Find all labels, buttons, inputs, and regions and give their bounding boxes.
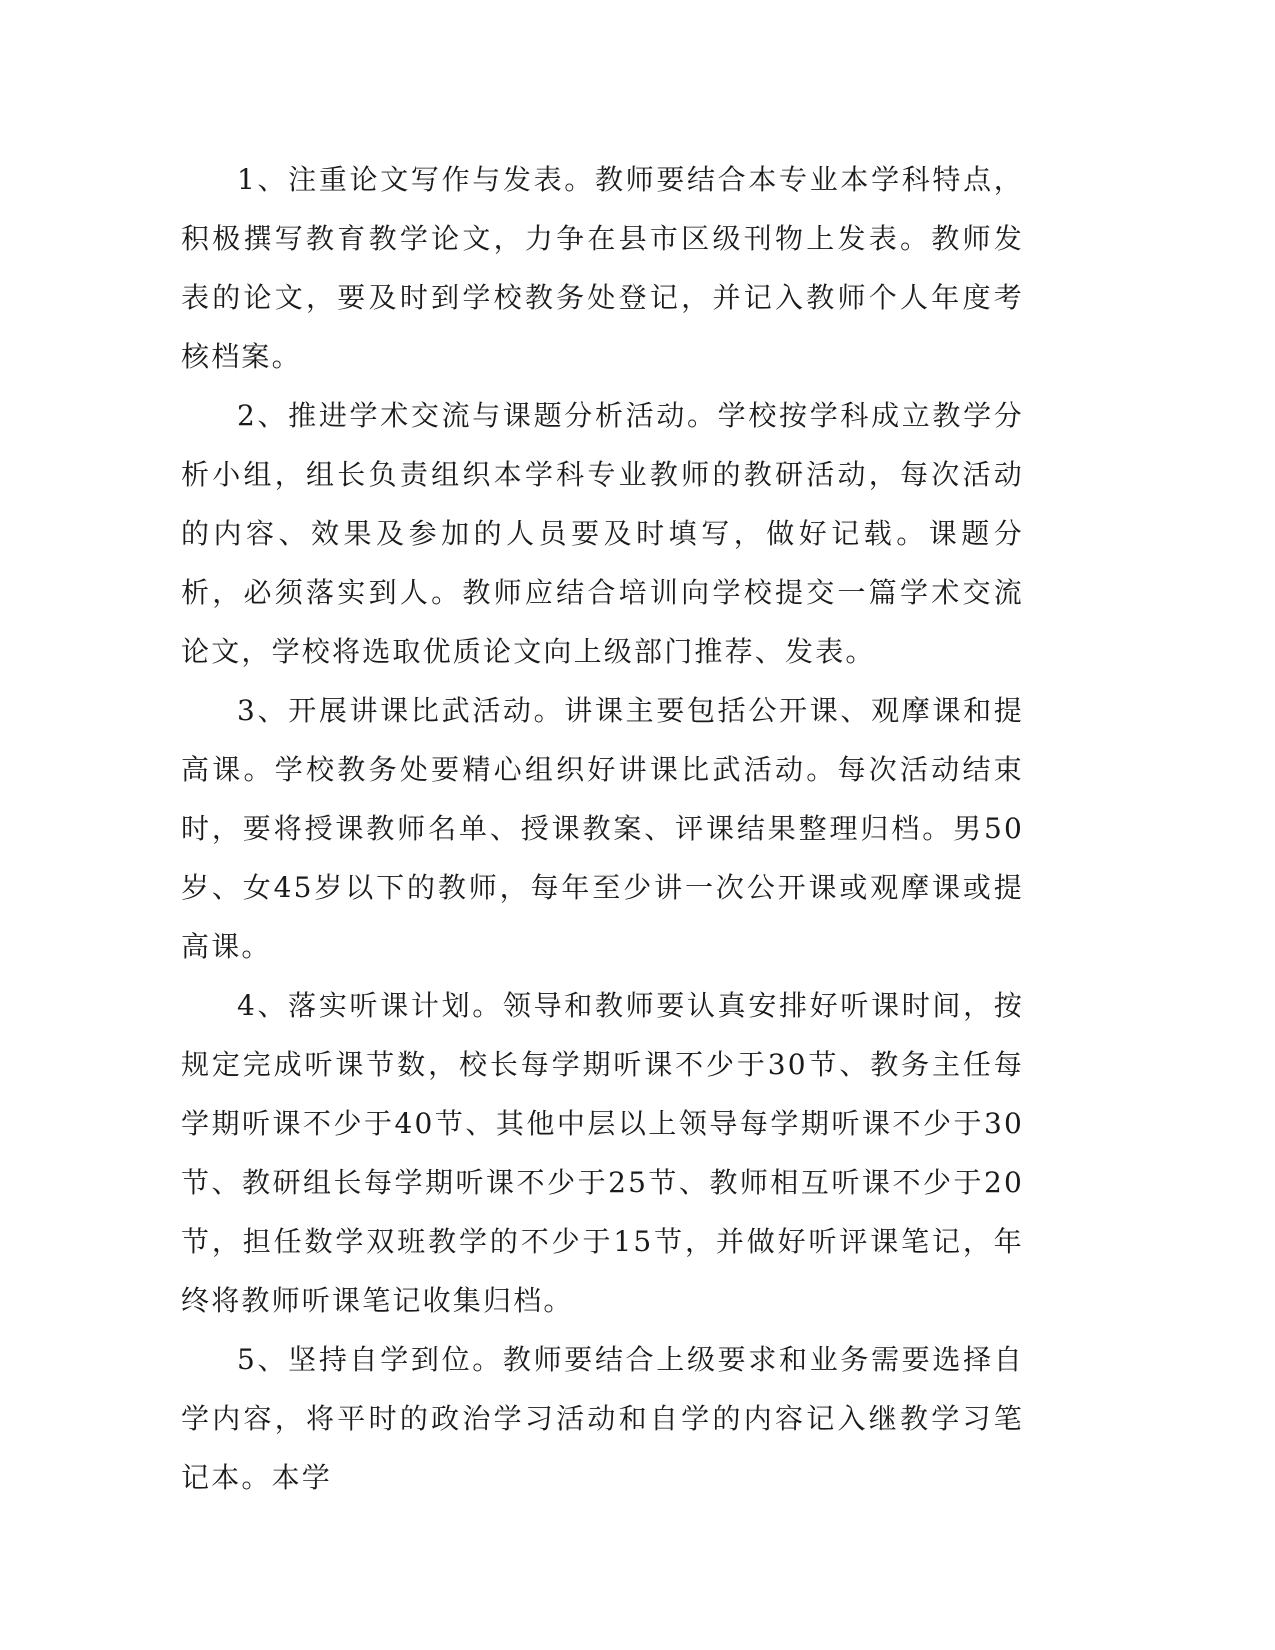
paragraph-3: 3、开展讲课比武活动。讲课主要包括公开课、观摩课和提高课。学校教务处要精心组织好讲课比武活动。每次活动结束时，要将授课教师名单、授课教案、评课结果整理归档。男50岁、女45岁以下的教师，每年至少讲一次公开课或观摩课或提高课。 — [181, 694, 1024, 963]
paragraph-2: 2、推进学术交流与课题分析活动。学校按学科成立教学分析小组，组长负责组织本学科专业教师的教研活动，每次活动的内容、效果及参加的人员要及时填写，做好记载。课题分析，必须落实到人。教师应结合培训向学校提交一篇学术交流论文，学校将选取优质论文向上级部门推荐、发表。 — [181, 399, 1024, 668]
document-page — [181, 150, 1024, 1507]
paragraph-5: 5、坚持自学到位。教师要结合上级要求和业务需要选择自学内容，将平时的政治学习活动和自学的内容记入继教学习笔记本。本学 — [181, 1343, 1024, 1494]
paragraph-4: 4、落实听课计划。领导和教师要认真安排好听课时间，按规定完成听课节数，校长每学期听课不少于30节、教务主任每学期听课不少于40节、其他中层以上领导每学期听课不少于30节、教研组长每学期听课不少于25节、教师相互听课不少于20节，担任数学双班教学的不少于15节，并做好听评课笔记，年终将教师听课笔记收集归档。 — [181, 989, 1024, 1317]
paragraph-1: 1、注重论文写作与发表。教师要结合本专业本学科特点，积极撰写教育教学论文，力争在县市区级刊物上发表。教师发表的论文，要及时到学校教务处登记，并记入教师个人年度考核档案。 — [181, 163, 1024, 373]
